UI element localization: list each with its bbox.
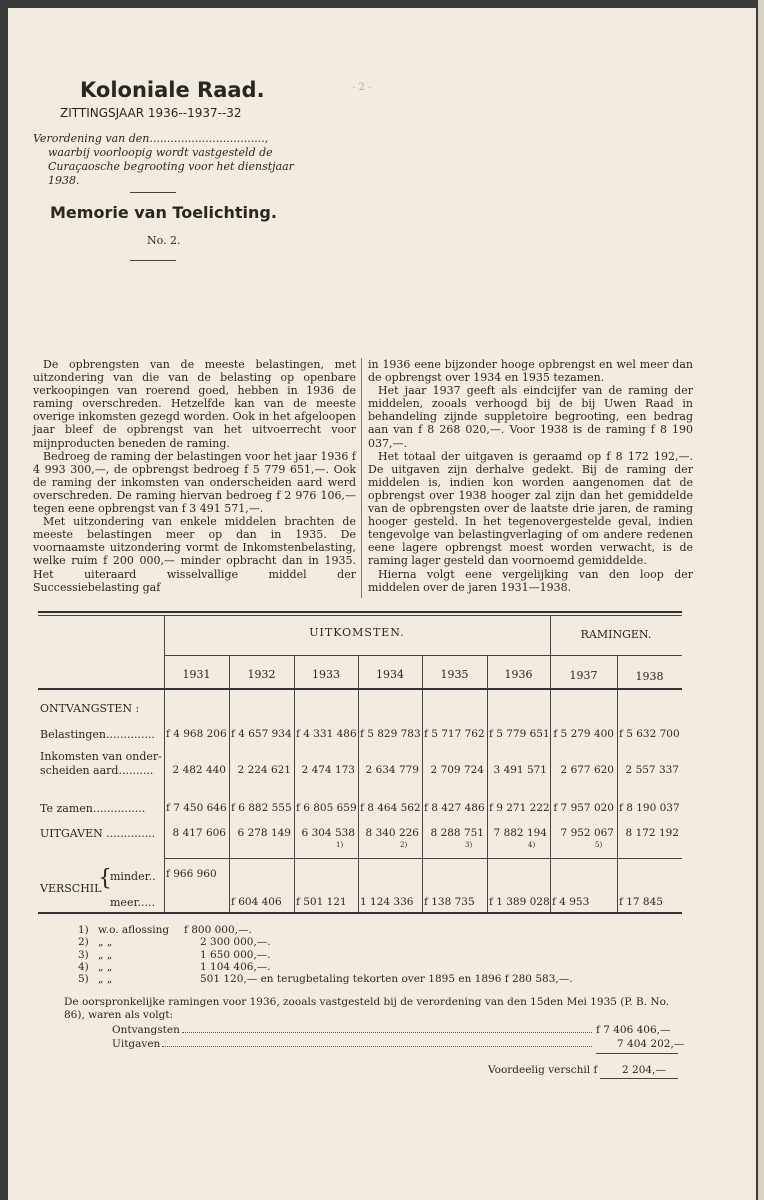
row-label-inkomsten-2: scheiden aard.......... xyxy=(40,764,154,777)
row-label-belastingen: Belastingen.............. xyxy=(40,728,155,741)
row-label-inkomsten: Inkomsten van onder- xyxy=(40,750,162,763)
table-vline xyxy=(229,655,230,912)
table-vline xyxy=(358,655,359,912)
sum-rule xyxy=(596,1053,678,1054)
cell-belastingen-1938: f 5 632 700 xyxy=(619,728,680,740)
closing-intro: De oorspronkelijke ramingen voor 1936, zooals vastgesteld bij de verordening van den 15den Mei 1935 (P. B. No. 86), waren als volgt: xyxy=(64,996,670,1021)
cell-te-zamen-1935: f 8 427 486 xyxy=(424,802,485,814)
memorie-number: No. 2. xyxy=(147,234,181,247)
cell-belastingen-1932: f 4 657 934 xyxy=(231,728,292,740)
year-1937: 1937 xyxy=(569,669,598,682)
left-paragraph: Met uitzondering van enkele middelen brachten de meeste belastingen meer op dan in 1935. De voornaamste uitzondering vormt de Inkomstenbelasting, welke ruim f 200 000,— minder opbracht dan in 1935. Het uiteraard wisselvallige middel der Successiebelasting gaf xyxy=(33,515,356,594)
header-rule-2 xyxy=(130,260,176,261)
footnote-marker: 3) xyxy=(465,841,473,849)
cell-belastingen-1935: f 5 717 762 xyxy=(424,728,485,740)
footnote-1: 1) w.o. aflossing f 800 000,—. xyxy=(78,924,252,936)
cell-inkomsten-1938: 2 557 337 xyxy=(625,764,679,776)
footnote-marker: 4) xyxy=(528,841,536,849)
cell-inkomsten-1932: 2 224 621 xyxy=(237,764,291,776)
right-paragraph: Het jaar 1937 geeft als eindcijfer van de raming der middelen, zooals verhoogd bij de bij Uwen Raad in behandeling zijnde suppletoire begrooting, een bedrag aan van f 8 268 020,—. Voor 1938 is de raming f 8 190 037,—. xyxy=(368,384,693,450)
voordeelig-label: Voordeelig verschil f xyxy=(488,1064,598,1076)
cell-uitgaven-1934: 8 340 226 xyxy=(365,827,419,839)
header-uitkomsten: UITKOMSTEN. xyxy=(309,626,405,639)
document-page xyxy=(8,8,756,1200)
page-mark: - 2 - xyxy=(352,82,372,93)
table-bottom-rule xyxy=(38,912,682,914)
footnote-3: 3) „ „ 1 650 000,—. xyxy=(78,948,271,961)
cell-inkomsten-1936: 3 491 571 xyxy=(493,764,547,776)
cell-te-zamen-1937: f 7 957 020 xyxy=(553,802,614,814)
table-vline xyxy=(617,655,618,912)
cell-meer-1938: f 17 845 xyxy=(619,896,663,908)
cell-te-zamen-1934: f 8 464 562 xyxy=(360,802,421,814)
cell-meer-1936: f 1 389 028 xyxy=(489,896,550,908)
cell-uitgaven-1937: 7 952 067 xyxy=(560,827,614,839)
cell-te-zamen-1933: f 6 805 659 xyxy=(296,802,357,814)
year-1932: 1932 xyxy=(247,668,276,681)
table-year-rule xyxy=(164,655,682,656)
cell-uitgaven-1931: 8 417 606 xyxy=(172,827,226,839)
cell-belastingen-1931: f 4 968 206 xyxy=(166,728,227,740)
footnotes xyxy=(78,924,573,985)
cell-meer-1933: f 501 121 xyxy=(296,896,347,908)
table-vline xyxy=(294,655,295,912)
right-paragraph: in 1936 eene bijzonder hooge opbrengst en wel meer dan de opbrengst over 1934 en 1935 tezamen. xyxy=(368,358,693,385)
column-divider xyxy=(361,358,362,598)
verordening-line-4: 1938. xyxy=(48,174,80,187)
cell-inkomsten-1935: 2 709 724 xyxy=(430,764,484,776)
right-column xyxy=(368,358,693,594)
cell-te-zamen-1932: f 6 882 555 xyxy=(231,802,292,814)
voordeelig-value: 2 204,— xyxy=(622,1064,666,1076)
uitgaven-value: 7 404 202,— xyxy=(617,1038,685,1050)
footnote-2: 2) „ „ 2 300 000,—. xyxy=(78,936,271,949)
page-edge xyxy=(758,0,764,1200)
cell-inkomsten-1934: 2 634 779 xyxy=(365,764,419,776)
cell-uitgaven-1936: 7 882 194 xyxy=(493,827,547,839)
cell-uitgaven-1935: 8 288 751 xyxy=(430,827,484,839)
document-title: Koloniale Raad. xyxy=(80,78,265,102)
ontvangsten-label: ONTVANGSTEN : xyxy=(40,702,140,715)
table-verschil-rule xyxy=(164,858,682,859)
cell-inkomsten-1931: 2 482 440 xyxy=(172,764,226,776)
cell-inkomsten-1933: 2 474 173 xyxy=(301,764,355,776)
uitgaven-line: Uitgaven xyxy=(112,1038,594,1050)
left-column xyxy=(33,358,356,594)
cell-minder-1931: f 966 960 xyxy=(166,868,217,880)
memorie-title: Memorie van Toelichting. xyxy=(50,203,277,222)
footnote-4: 4) „ „ 1 104 406,—. xyxy=(78,960,271,973)
footnote-marker: 1) xyxy=(336,841,344,849)
table-vline xyxy=(164,615,165,912)
verschil-brace: { xyxy=(98,866,112,891)
cell-belastingen-1934: f 5 829 783 xyxy=(360,728,421,740)
footnote-5: 5) „ „ 501 120,— en terugbetaling tekorten over 1895 en 1896 f 280 583,—. xyxy=(78,973,573,986)
meer-label: meer..... xyxy=(110,896,155,909)
left-paragraph: Bedroeg de raming der belastingen voor het jaar 1936 f 4 993 300,—, de opbrengst bedroeg f 5 779 651,—. Ook de raming der inkomsten van onderscheiden aard werd overschreden. De raming hiervan bedroeg f 2 976 106,— tegen eene opbrengst van f 3 491 571,—. xyxy=(33,449,356,516)
cell-uitgaven-1938: 8 172 192 xyxy=(625,827,679,839)
ontvangsten-line: Ontvangsten xyxy=(112,1024,594,1036)
year-1936: 1936 xyxy=(504,668,533,681)
year-1938: 1938 xyxy=(635,670,664,683)
cell-meer-1932: f 604 406 xyxy=(231,896,282,908)
session-line: ZITTINGSJAAR 1936--1937--32 xyxy=(60,106,242,120)
cell-meer-1935: f 138 735 xyxy=(424,896,475,908)
cell-meer-1934: 1 124 336 xyxy=(360,896,414,908)
table-top-rule-2 xyxy=(38,615,682,616)
table-vline xyxy=(422,655,423,912)
year-1934: 1934 xyxy=(376,668,404,681)
ontvangsten-value: f 7 406 406,— xyxy=(596,1024,671,1036)
table-top-rule xyxy=(38,611,682,613)
cell-belastingen-1933: f 4 331 486 xyxy=(296,728,357,740)
verordening-line-2: waarbij voorloopig wordt vastgesteld de xyxy=(48,146,273,159)
header-rule-1 xyxy=(130,192,176,193)
right-paragraph: Hierna volgt eene vergelijking van den loop der middelen over de jaren 1931—1938. xyxy=(368,567,693,594)
verschil-label: VERSCHIL xyxy=(40,882,102,895)
footnote-marker: 2) xyxy=(400,841,408,849)
year-1931: 1931 xyxy=(182,668,211,681)
year-1933: 1933 xyxy=(312,668,340,681)
row-label-uitgaven: UITGAVEN .............. xyxy=(40,827,156,840)
table-header-rule xyxy=(38,688,682,690)
verordening-line-1: Verordening van den................................., xyxy=(33,132,269,145)
verordening-line-3: Curaçaosche begrooting voor het dienstjaar xyxy=(48,160,294,173)
header-ramingen: RAMINGEN. xyxy=(580,628,652,641)
cell-belastingen-1936: f 5 779 651 xyxy=(489,728,550,740)
cell-meer-1937: f 4 953 xyxy=(552,896,590,908)
cell-inkomsten-1937: 2 677 620 xyxy=(560,764,614,776)
left-paragraph: De opbrengsten van de meeste belastingen, met uitzondering van die van de belasting op openbare verkoopingen van roerend goed, hebben in 1936 de raming overschreden. Hetzelfde kan van de meeste overige inkomsten gezegd worden. Ook in het afgeloopen jaar bleef de opbrengst van het uitvoerrecht voor mijnproducten beneden de raming. xyxy=(33,358,356,450)
year-1935: 1935 xyxy=(440,668,469,681)
cell-belastingen-1937: f 5 279 400 xyxy=(553,728,614,740)
cell-te-zamen-1931: f 7 450 646 xyxy=(166,802,227,814)
table-vline xyxy=(487,655,488,912)
right-paragraph: Het totaal der uitgaven is geraamd op f 8 172 192,—. De uitgaven zijn derhalve gedekt. Bij de raming der middelen is, indien kon worden aangenomen dat de opbrengst over 1938 hooger zal zijn dan het gemiddelde van de opbrengsten over de laatste drie jaren, de raming hooger gesteld. In het tegenovergestelde geval, indien tengevolge van belastingverlaging of om andere redenen eene lagere opbrengst moest worden verwacht, is de raming lager gesteld dan voornoemd gemiddelde. xyxy=(368,449,693,568)
cell-te-zamen-1938: f 8 190 037 xyxy=(619,802,680,814)
final-rule xyxy=(600,1078,678,1079)
minder-label: minder.. xyxy=(110,870,156,883)
footnote-marker: 5) xyxy=(595,841,603,849)
table-vline xyxy=(550,615,551,912)
cell-uitgaven-1933: 6 304 538 xyxy=(301,827,355,839)
cell-uitgaven-1932: 6 278 149 xyxy=(237,827,291,839)
cell-te-zamen-1936: f 9 271 222 xyxy=(489,802,550,814)
row-label-te-zamen: Te zamen............... xyxy=(40,802,146,815)
